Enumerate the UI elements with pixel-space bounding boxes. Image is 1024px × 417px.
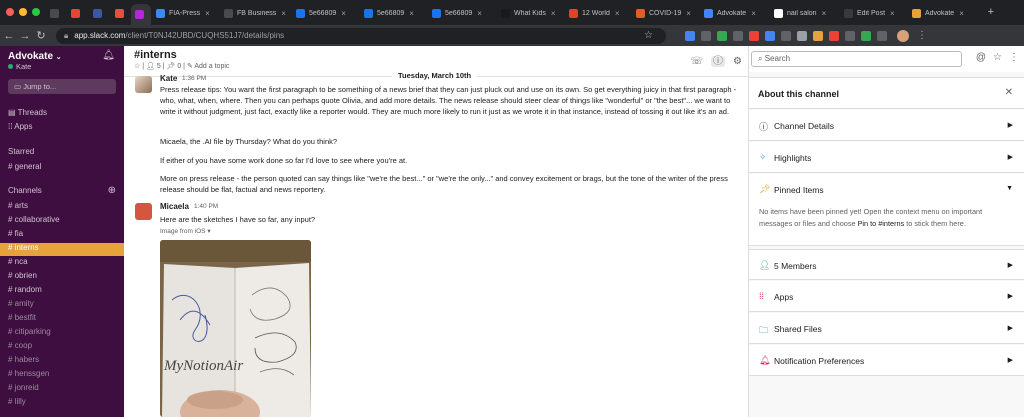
- reload-icon[interactable]: ↻: [36, 30, 46, 42]
- sidebar-channel[interactable]: # jonreid: [8, 383, 39, 392]
- tab-title: nail salon: [787, 9, 817, 17]
- close-tab-icon[interactable]: ×: [409, 8, 414, 18]
- highlights-section[interactable]: ✧ Highlights ▶: [749, 142, 1024, 173]
- tab-favicon-icon: [115, 9, 124, 18]
- close-tab-icon[interactable]: ×: [751, 8, 756, 18]
- url-path: /client/T0NJ42UBD/CUQHS51J7/details/pins: [125, 31, 285, 40]
- star-icon[interactable]: ☆: [134, 63, 141, 70]
- message-author[interactable]: Micaela: [160, 202, 189, 211]
- chevron-right-icon: ▶: [1007, 325, 1013, 332]
- zoom-window-button[interactable]: [32, 8, 40, 16]
- avatar[interactable]: [135, 203, 152, 220]
- search-icon: ▭: [14, 82, 22, 91]
- profile-avatar[interactable]: [897, 30, 909, 42]
- sidebar-channel[interactable]: # amity: [8, 299, 34, 308]
- extension-icon[interactable]: [877, 31, 887, 41]
- tab-title: Advokate: [925, 9, 955, 17]
- sidebar-channel[interactable]: # citiparking: [8, 327, 51, 336]
- sidebar-channel[interactable]: # obrien: [8, 271, 37, 280]
- browser-tab[interactable]: [67, 4, 87, 22]
- tab-favicon-icon: [704, 9, 713, 18]
- channel-details-section[interactable]: ⓘ Channel Details ▶: [749, 110, 1024, 141]
- browser-tab[interactable]: [89, 4, 109, 22]
- lock-icon: 🔒︎: [64, 30, 69, 40]
- file-icon: 🗀︎: [759, 325, 769, 335]
- sidebar-channel[interactable]: # coop: [8, 341, 33, 350]
- sidebar-channel[interactable]: # nca: [8, 257, 28, 266]
- chevron-right-icon: ▶: [1007, 293, 1013, 300]
- browser-tab[interactable]: [700, 4, 768, 22]
- more-icon[interactable]: ⋮: [1009, 52, 1019, 63]
- tab-favicon-icon: [93, 9, 102, 18]
- tab-favicon-icon: [569, 9, 578, 18]
- user-status[interactable]: Kate: [8, 62, 31, 71]
- sparkle-icon: ✧: [759, 152, 767, 162]
- workspace-name[interactable]: Advokate ⌄: [8, 51, 62, 62]
- extension-icon[interactable]: [797, 31, 807, 41]
- shared-files-section[interactable]: 🗀︎ Shared Files ▶: [749, 313, 1024, 344]
- search-icon: ⌕: [758, 54, 763, 63]
- sidebar-channel[interactable]: # bestfit: [8, 313, 37, 322]
- sidebar-item-general[interactable]: # general: [8, 162, 42, 171]
- phone-icon[interactable]: ☏: [690, 56, 704, 67]
- browser-tab[interactable]: [428, 4, 494, 22]
- extension-icon[interactable]: [861, 31, 871, 41]
- close-tab-icon[interactable]: ×: [959, 8, 964, 18]
- browser-tab[interactable]: [840, 4, 906, 22]
- about-channel-title: About this channel: [758, 89, 839, 99]
- close-tab-icon[interactable]: ×: [550, 8, 556, 18]
- members-icon: 👤︎: [759, 260, 771, 270]
- tab-title: 5e66809: [377, 9, 405, 17]
- sketch-text: MyNotionAir: [164, 358, 244, 374]
- sidebar-channel[interactable]: # habers: [8, 355, 40, 364]
- extension-icon[interactable]: [813, 31, 823, 41]
- extension-icon[interactable]: [829, 31, 839, 41]
- browser-tab[interactable]: [770, 4, 838, 22]
- close-tab-icon[interactable]: ×: [686, 8, 691, 18]
- new-tab-button[interactable]: +: [987, 6, 994, 18]
- sidebar-channel[interactable]: # henssgen: [8, 369, 50, 378]
- url-host: app.slack.com: [74, 31, 126, 40]
- gear-icon[interactable]: ⚙: [733, 56, 742, 67]
- browser-tab[interactable]: [565, 4, 630, 22]
- members-icon[interactable]: 👤︎: [146, 63, 155, 70]
- extension-icon[interactable]: [765, 31, 775, 41]
- extension-icon[interactable]: [685, 31, 695, 41]
- back-arrow-icon[interactable]: ←: [3, 29, 15, 42]
- close-tab-icon[interactable]: ×: [821, 8, 827, 18]
- minimize-window-button[interactable]: [19, 8, 27, 16]
- apps-icon: ⁞⁞: [8, 122, 13, 131]
- browser-tab[interactable]: [497, 4, 563, 22]
- message-paragraph: Here are the sketches I have so far, any input?: [160, 215, 316, 224]
- message-author[interactable]: Kate: [160, 74, 178, 83]
- sketch-image[interactable]: [160, 240, 311, 417]
- browser-tab[interactable]: [131, 4, 151, 25]
- top-right-icons: [969, 52, 1019, 63]
- tab-favicon-icon: [912, 9, 921, 18]
- tab-title: 5e66809: [309, 9, 337, 17]
- tab-favicon-icon: [844, 9, 853, 18]
- pinned-items-section[interactable]: 📌︎ Pinned Items ▼: [749, 174, 1024, 205]
- chevron-right-icon: ▶: [1007, 357, 1013, 364]
- browser-tab[interactable]: [292, 4, 358, 22]
- search-input[interactable]: ⌕ Search: [751, 51, 962, 67]
- browser-tab[interactable]: [632, 4, 698, 22]
- mentions-icon[interactable]: @: [975, 52, 987, 63]
- image-label[interactable]: Image from iOS ▾: [160, 228, 211, 235]
- tab-title: FIA-Press: [169, 9, 201, 17]
- sidebar-item-threads[interactable]: ▤ Threads: [8, 108, 47, 117]
- close-tab-icon[interactable]: ×: [614, 8, 620, 18]
- channels-header[interactable]: Channels: [8, 186, 42, 195]
- members-section[interactable]: 👤︎ 5 Members ▶: [749, 249, 1024, 280]
- pin-icon[interactable]: 📌︎: [166, 63, 176, 70]
- threads-icon: ▤: [8, 108, 16, 117]
- tab-favicon-icon: [296, 9, 305, 18]
- sidebar-item-apps[interactable]: ⁞⁞ Apps: [8, 122, 33, 131]
- channel-title[interactable]: #interns: [134, 49, 177, 61]
- add-topic-link[interactable]: Add a topic: [194, 63, 230, 70]
- add-channel-icon[interactable]: ⊕: [107, 185, 116, 196]
- avatar[interactable]: [135, 76, 152, 93]
- online-status-icon: [8, 64, 13, 69]
- jump-to-button[interactable]: ▭ Jump to...: [8, 79, 116, 94]
- pinned-empty-message: No items have been pinned yet! Open the context menu on important messages or files and choose Pin to #interns to stick them here.: [749, 203, 1024, 246]
- apps-icon: ⁞⁞: [759, 291, 765, 301]
- chevron-down-icon: ▼: [1006, 185, 1013, 192]
- extension-icon[interactable]: [717, 31, 727, 41]
- chevron-right-icon: ▶: [1007, 154, 1013, 161]
- channel-meta: ☆ | 👤︎ 5 | 📌︎ 0 | ✎ Add a topic: [134, 63, 230, 70]
- forward-arrow-icon[interactable]: →: [19, 29, 31, 42]
- pin-icon: 📌︎: [759, 184, 771, 194]
- chevron-right-icon: ▶: [1007, 262, 1013, 269]
- tab-title: COVID-19: [649, 9, 682, 17]
- info-icon[interactable]: ⓘ: [713, 56, 724, 67]
- message-timestamp[interactable]: 1:36 PM: [182, 75, 207, 82]
- date-label[interactable]: Tuesday, March 10th: [392, 71, 477, 80]
- tab-favicon-icon: [774, 9, 783, 18]
- browser-tab[interactable]: [360, 4, 426, 22]
- tab-favicon-icon: [224, 9, 233, 18]
- extension-icon[interactable]: [845, 31, 855, 41]
- tab-favicon-icon: [636, 9, 645, 18]
- tab-favicon-icon: [71, 9, 80, 18]
- tab-title: Edit Post: [857, 9, 886, 17]
- message-timestamp[interactable]: 1:40 PM: [194, 203, 219, 210]
- member-count[interactable]: 5: [156, 63, 161, 70]
- about-channel-header: [749, 77, 1024, 109]
- close-icon[interactable]: ✕: [1004, 87, 1013, 98]
- bell-icon[interactable]: 🔔︎: [102, 50, 115, 61]
- browser-tab[interactable]: [152, 4, 218, 22]
- channel-view: [124, 46, 748, 417]
- workspace-sidebar: [0, 46, 124, 417]
- apps-section[interactable]: ⁞⁞ Apps ▶: [749, 281, 1024, 312]
- tab-favicon-icon: [432, 9, 441, 18]
- notification-preferences-section[interactable]: 🔔︎ Notification Preferences ▶: [749, 345, 1024, 376]
- starred-header[interactable]: Starred: [8, 147, 35, 156]
- tab-favicon-icon: [364, 9, 373, 18]
- sidebar-channel[interactable]: # arts: [8, 201, 29, 210]
- close-tab-icon[interactable]: ×: [205, 8, 210, 18]
- sidebar-channel[interactable]: # random: [8, 285, 42, 294]
- tab-favicon-icon: [501, 9, 510, 18]
- address-bar: [0, 25, 1024, 46]
- bell-icon: 🔔︎: [759, 355, 771, 365]
- browser-tab[interactable]: [220, 4, 290, 22]
- channel-header-icons: [683, 52, 742, 67]
- tab-title: What Kids: [514, 9, 546, 17]
- browser-tab[interactable]: [46, 4, 66, 22]
- caret-down-icon: ▾: [207, 228, 211, 235]
- message-paragraph: If either of you have some work done so far I'd love to see where you're at.: [160, 156, 408, 165]
- sidebar-channel[interactable]: # lilly: [8, 397, 26, 406]
- bookmark-star-icon[interactable]: ☆: [644, 30, 653, 41]
- pin-count[interactable]: 0: [177, 63, 182, 70]
- message-paragraph: More on press release - the person quoted can say things like "we're the best..." or "we're the only..." and convey excitement or brags, but the tone of the writer of the press release should be flat, factual and news reportery.: [160, 174, 728, 195]
- browser-tab[interactable]: [111, 4, 131, 22]
- url-field[interactable]: [56, 28, 666, 44]
- tab-favicon-icon: [135, 10, 144, 19]
- extensions-bar: [679, 31, 887, 41]
- details-top-bar: [749, 46, 1024, 72]
- close-window-button[interactable]: [6, 8, 14, 16]
- close-tab-icon[interactable]: ×: [341, 8, 346, 18]
- browser-tab-bar: [0, 0, 1024, 25]
- close-tab-icon[interactable]: ×: [477, 8, 482, 18]
- extension-icon[interactable]: [781, 31, 791, 41]
- edit-icon[interactable]: ✎: [186, 63, 193, 70]
- close-tab-icon[interactable]: ×: [281, 8, 286, 18]
- tab-title: 12 World: [582, 9, 610, 17]
- extension-icon[interactable]: [701, 31, 711, 41]
- browser-tab[interactable]: [908, 4, 976, 22]
- tab-favicon-icon: [50, 9, 59, 18]
- chevron-right-icon: ▶: [1007, 122, 1013, 129]
- extension-icon[interactable]: [733, 31, 743, 41]
- details-pane: [748, 46, 1024, 417]
- browser-menu-icon[interactable]: ⋮: [916, 30, 927, 41]
- star-icon[interactable]: ☆: [993, 52, 1002, 63]
- message-paragraph: Micaela, the .AI file by Thursday? What do you think?: [160, 137, 338, 146]
- sidebar-channel[interactable]: # fia: [8, 229, 24, 238]
- info-icon: ⓘ: [759, 122, 769, 132]
- tab-title: Advokate: [717, 9, 747, 17]
- tab-title: FB Business: [237, 9, 277, 17]
- extension-icon[interactable]: [749, 31, 759, 41]
- close-tab-icon[interactable]: ×: [890, 8, 895, 18]
- sidebar-channel[interactable]: # interns: [8, 243, 39, 252]
- sidebar-channel[interactable]: # collaborative: [8, 215, 60, 224]
- tab-title: 5e66809: [445, 9, 473, 17]
- message-paragraph: Press release tips: You want the first paragraph to be something of a news brief that they can just pluck out and use on its own. So get everything juicy in that first paragraph - who, what, when, where. Then you can perhaps quote Olivia, and add more details. The news release should steer clear of things like "wonderful" or "the best"... we want to write it without judgment, just fact, exactly like a reporter would. They are much more likely to run it just as we wrote it in that instance, instead of tossing it out like it's an ad.: [160, 85, 737, 117]
- tab-favicon-icon: [156, 9, 165, 18]
